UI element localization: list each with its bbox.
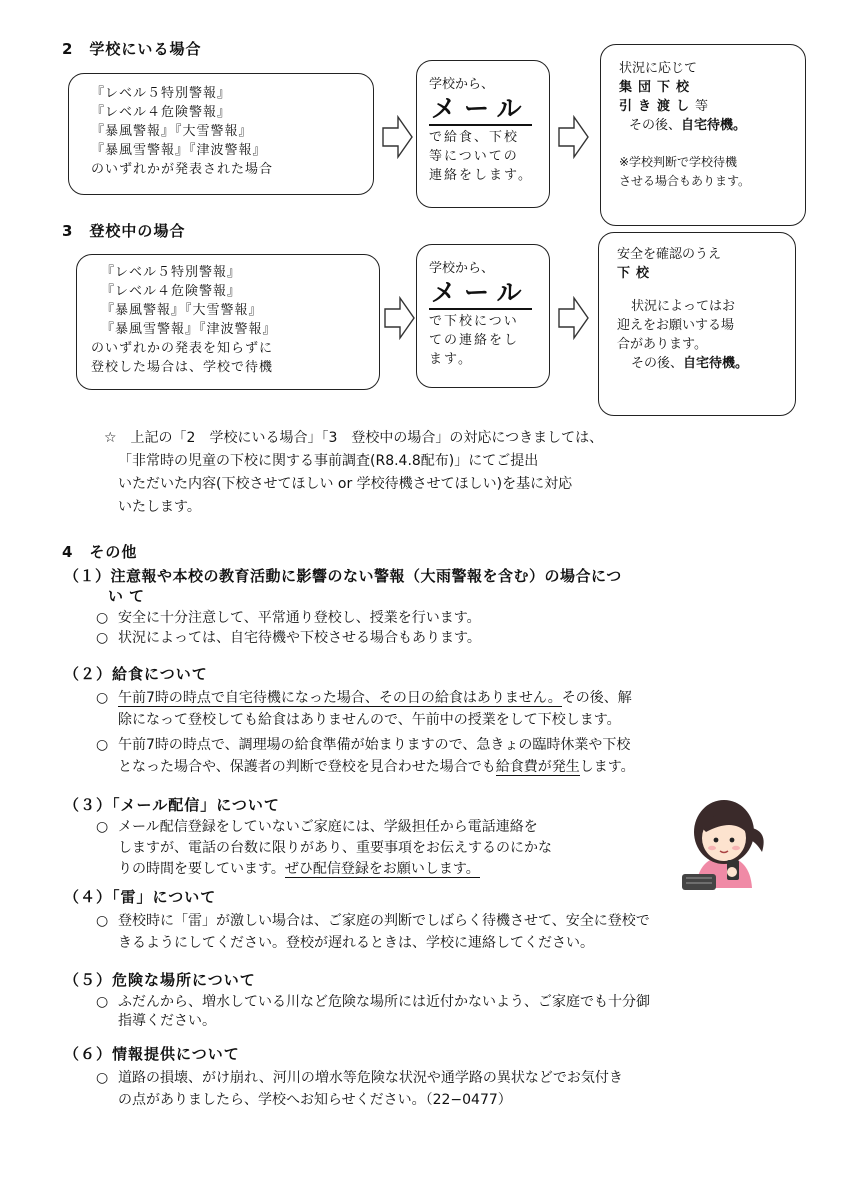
bullet-circle-icon: ○ (96, 1070, 109, 1086)
cond-line: 『レベル５特別警報』 (91, 86, 232, 101)
cond-line: 『暴風雪警報』『津波警報』 (91, 143, 267, 158)
bullet-circle-icon: ○ (96, 737, 109, 753)
mail-line: 等についての (429, 149, 519, 164)
result-suffix: 等 (695, 99, 709, 114)
mail-line: ての連絡をし (429, 333, 520, 348)
subsection-2-title: （２）給食について (64, 665, 208, 683)
mail-line: で給食、下校 (429, 130, 520, 145)
subsection-1-title-cont: いて (108, 587, 151, 605)
subsection-4-title: （４）「雷」について (64, 888, 217, 906)
result-intro: 安全を確認のうえ (617, 247, 722, 262)
mail-big-label: メール (429, 278, 532, 310)
sec3-mail-box (416, 244, 550, 388)
result-body: 合があります。 (617, 337, 707, 352)
result-intro: 状況に応じて (619, 61, 698, 76)
mail-registration-line: しますが、電話の台数に限りがあり、重要事項をお伝えするのにかな (118, 840, 552, 856)
lunch-notice-rest: その後、解 (561, 690, 632, 706)
section-3-heading: 3 登校中の場合 (62, 222, 186, 240)
lunch-cost-end: します。 (579, 759, 635, 775)
cond-line: 『暴風警報』『大雪警報』 (91, 124, 253, 139)
info-line: 道路の損壊、がけ崩れ、河川の増水等危険な状況や通学路の異状などでお気付き (118, 1070, 623, 1086)
lunch-cost-line: となった場合や、保護者の判断で登校を見合わせた場合でも (118, 759, 496, 775)
arrow-right-icon (384, 296, 416, 340)
lunch-cost-underlined: 給食費が発生 (495, 759, 580, 775)
mail-from: 学校から、 (429, 77, 495, 92)
result-group-dismissal: 集団下校 (619, 80, 696, 95)
thunder-line: きるようにしてください。登校が遅れるときは、学校に連絡してください。 (118, 935, 594, 951)
cond-line: 『レベル４危険警報』 (101, 284, 242, 299)
result-home-wait: 自宅待機。 (681, 118, 747, 133)
mail-registration-line: りの時間を要しています。 (118, 861, 285, 877)
lunch-cost-line: 午前7時の時点で、調理場の給食準備が始まりますので、急きょの臨時休業や下校 (118, 737, 631, 753)
mail-big-label: メール (429, 94, 532, 126)
subsection-3-title: （３）「メール配信」について (64, 796, 280, 814)
cond-line: 『暴風警報』『大雪警報』 (101, 303, 263, 318)
sec3-condition-box (76, 254, 380, 390)
mail-registration-request: ぜひ配信登録をお願いします。 (284, 861, 480, 877)
bullet-circle-icon: ○ (96, 690, 109, 706)
mail-line: 連絡をします。 (429, 168, 533, 183)
mail-line: ます。 (429, 352, 473, 367)
cond-line: 登校した場合は、学校で待機 (91, 360, 274, 375)
mail-from: 学校から、 (429, 261, 495, 276)
danger-place-line: 指導ください。 (118, 1013, 216, 1029)
bullet-circle-icon: ○ (96, 819, 109, 835)
bullet-circle-icon: ○ (96, 630, 109, 646)
subsection-6-title: （６）情報提供について (64, 1045, 240, 1063)
star-note-line: 「非常時の児童の下校に関する事前調査(R8.4.8配布)」にてご提出 (118, 453, 539, 469)
sec3-result-box (598, 232, 796, 416)
result-body: 状況によってはお (631, 299, 736, 314)
lunch-notice-underlined: 午前7時の時点で自宅待機になった場合、その日の給食はありません。 (118, 690, 562, 706)
result-body: 迎えをお願いする場 (617, 318, 735, 333)
result-home-wait: 自宅待機。 (683, 356, 749, 371)
lunch-notice-line: 除になって登校しても給食はありませんので、午前中の授業をして下校します。 (118, 712, 621, 728)
info-line: の点がありましたら、学校へお知らせください。（22−0477） (118, 1092, 512, 1108)
danger-place-line: ふだんから、増水している川など危険な場所には近付かないよう、ご家庭でも十分御 (118, 994, 650, 1010)
mail-line: で下校につい (429, 314, 519, 329)
cond-line: 『レベル４危険警報』 (91, 105, 232, 120)
cond-line: 『暴風雪警報』『津波警報』 (101, 322, 277, 337)
subsection-5-title: （５）危険な場所について (64, 971, 256, 989)
result-handover: 引き渡し (619, 99, 696, 114)
bullet-circle-icon: ○ (96, 913, 109, 929)
cond-line: 『レベル５特別警報』 (101, 265, 242, 280)
list-item: 状況によっては、自宅待機や下校させる場合もあります。 (118, 630, 481, 646)
result-after: その後、 (629, 118, 682, 133)
woman-with-phone-illustration (672, 788, 776, 892)
bullet-circle-icon: ○ (96, 610, 109, 626)
result-dismissal: 下校 (617, 266, 656, 281)
thunder-line: 登校時に「雷」が激しい場合は、ご家庭の判断でしばらく待機させて、安全に登校で (118, 913, 650, 929)
section-4-heading: 4 その他 (62, 543, 138, 561)
result-note: ※学校判断で学校待機 (619, 155, 738, 169)
mail-registration-line: メール配信登録をしていないご家庭には、学級担任から電話連絡を (118, 819, 538, 835)
sec2-condition-box (68, 73, 374, 195)
sec2-result-box (600, 44, 806, 226)
result-note: させる場合もあります。 (619, 174, 751, 188)
cond-line: のいずれかが発表された場合 (91, 162, 274, 177)
section-2-heading: 2 学校にいる場合 (62, 40, 202, 58)
result-after: その後、 (631, 356, 684, 371)
bullet-circle-icon: ○ (96, 994, 109, 1010)
sec2-mail-box (416, 60, 550, 208)
star-note-line: いただいた内容(下校させてほしい or 学校待機させてほしい)を基に対応 (118, 476, 573, 492)
cond-line: のいずれかの発表を知らずに (91, 341, 274, 356)
arrow-right-icon (558, 115, 590, 159)
star-note-line: いたします。 (118, 499, 201, 515)
subsection-1-title: （１）注意報や本校の教育活動に影響のない警報（大雨警報を含む）の場合につ (64, 567, 622, 585)
star-note-line: ☆ 上記の「2 学校にいる場合」「3 登校中の場合」の対応につきましては、 (104, 430, 604, 446)
arrow-right-icon (558, 296, 590, 340)
list-item: 安全に十分注意して、平常通り登校し、授業を行います。 (118, 610, 481, 626)
arrow-right-icon (382, 115, 414, 159)
